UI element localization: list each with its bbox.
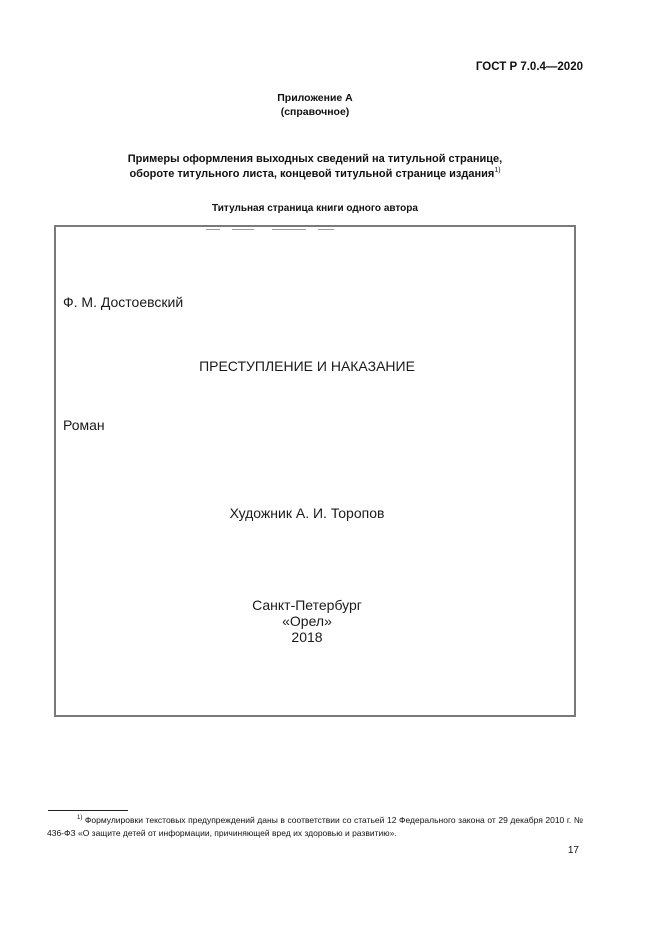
book-title: ПРЕСТУПЛЕНИЕ И НАКАЗАНИЕ	[199, 358, 415, 374]
scan-artifact	[272, 229, 306, 230]
book-genre: Роман	[63, 417, 105, 433]
footnote-text: Формулировки текстовых предупреждений даны в соответствии со статьей 12 Федерального закона от 29 декабря 2010 г. № 436-ФЗ «О защите детей от информации, причиняющей вред их здоровью и развитию».	[47, 815, 583, 838]
scan-artifact	[318, 229, 334, 230]
page-number: 17	[567, 845, 579, 856]
footnote	[47, 814, 583, 840]
section-title	[0, 152, 630, 182]
scan-artifact	[206, 229, 220, 230]
imprint-block	[56, 597, 558, 645]
title-footnote-mark: 1)	[494, 167, 501, 174]
section-title-line-1: Примеры оформления выходных сведений на титульной странице,	[127, 153, 503, 165]
footnote-divider	[48, 810, 128, 811]
book-illustrator: Художник А. И. Торопов	[229, 505, 385, 521]
imprint-publisher: «Орел»	[282, 613, 332, 629]
appendix-heading	[0, 91, 630, 119]
section-title-line-2-text: обороте титульного листа, концевой титульной странице издания	[129, 168, 495, 180]
footnote-mark: 1)	[77, 815, 83, 821]
appendix-type: (справочное)	[280, 106, 350, 118]
title-page-frame	[54, 225, 576, 717]
example-caption: Титульная страница книги одного автора	[212, 203, 418, 214]
scan-artifact	[232, 229, 254, 230]
book-author: Ф. М. Достоевский	[63, 294, 184, 310]
standard-number: ГОСТ Р 7.0.4—2020	[475, 61, 583, 73]
imprint-place: Санкт-Петербург	[252, 597, 362, 613]
imprint-year: 2018	[291, 629, 323, 645]
appendix-label: Приложение А	[277, 92, 353, 104]
section-title-line-2	[0, 167, 630, 182]
